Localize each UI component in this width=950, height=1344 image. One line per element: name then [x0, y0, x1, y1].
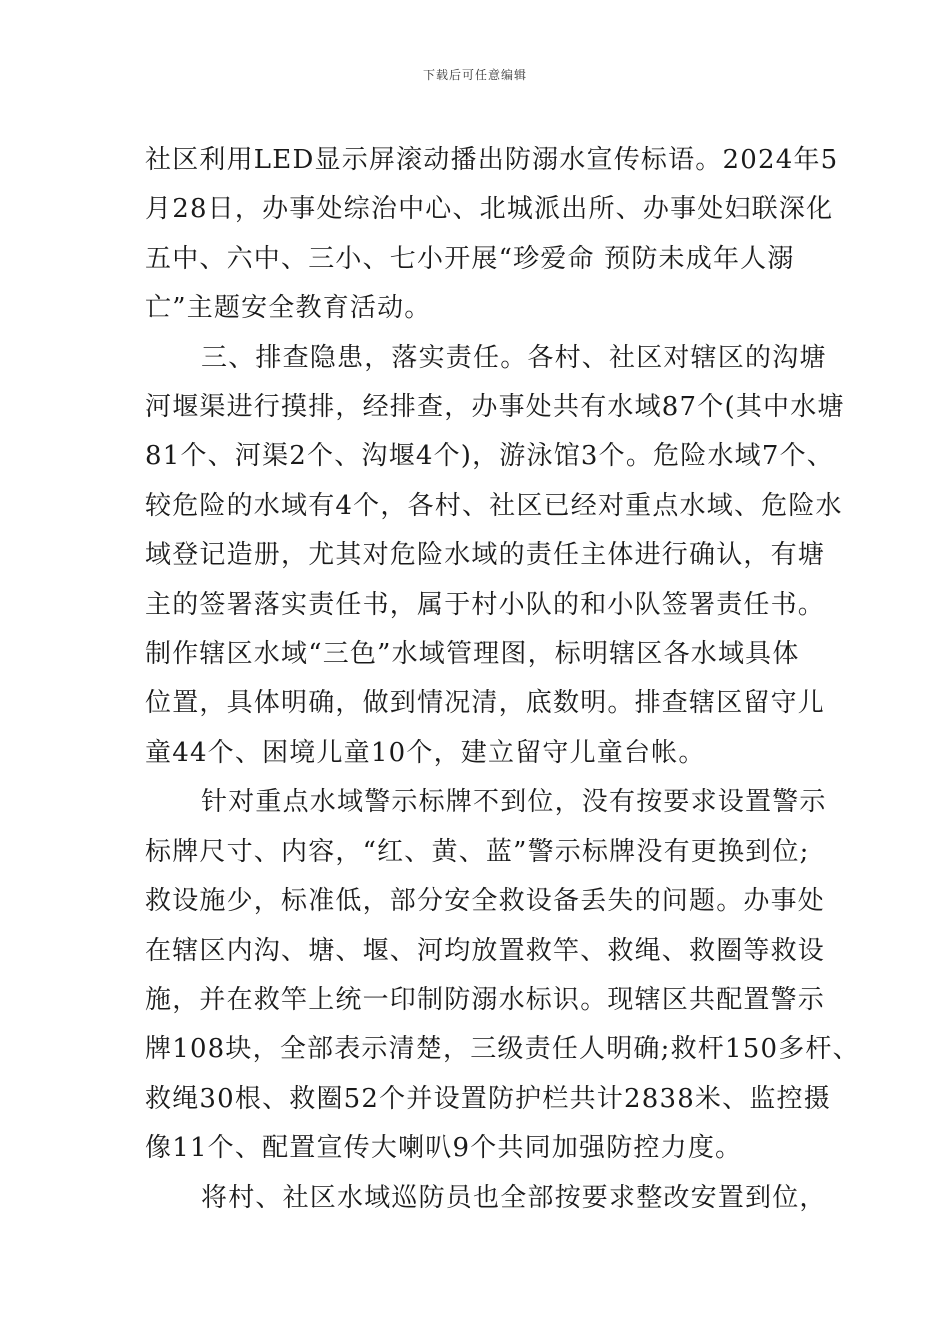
text-line: 在辖区内沟、塘、堰、河均放置救竿、救绳、救圈等救设 — [145, 935, 826, 966]
text-line: 救绳30根、救圈52个并设置防护栏共计2838米、监控摄 — [145, 1083, 831, 1114]
text-line: 主的签署落实责任书，属于村小队的和小队签署责任书。 — [145, 589, 826, 620]
text-line: 牌108块，全部表示清楚，三级责任人明确;救杆150多杆、 — [145, 1034, 860, 1065]
document-body — [145, 136, 860, 1223]
paragraph — [145, 136, 839, 334]
text-line: 救设施少，标准低，部分安全救设备丢失的问题。办事处 — [145, 886, 826, 917]
page-header-note: 下载后可任意编辑 — [422, 68, 527, 82]
text-line: 社区利用LED显示屏滚动播出防溺水宣传标语。2024年5 — [145, 145, 839, 175]
text-line: 施，并在救竿上统一印制防溺水标识。现辖区共配置警示 — [145, 984, 826, 1015]
text-line: 河堰渠进行摸排，经排查，办事处共有水域87个(其中水塘 — [145, 392, 845, 423]
text-line: 像11个、配置宣传大喇叭9个共同加强防控力度。 — [145, 1133, 743, 1164]
text-line: 将村、社区水域巡防员也全部按要求整改安置到位， — [201, 1182, 827, 1213]
text-line: 81个、河渠2个、沟堰4个)，游泳馆3个。危险水域7个、 — [145, 441, 834, 472]
text-line: 亡”主题安全教育活动。 — [145, 293, 432, 324]
text-line: 三、排查隐患，落实责任。各村、社区对辖区的沟塘 — [201, 342, 827, 373]
text-line: 童44个、困境儿童10个，建立留守儿童台帐。 — [145, 737, 706, 768]
paragraph — [145, 778, 860, 1173]
text-line: 标牌尺寸、内容，“红、黄、蓝”警示标牌没有更换到位; — [145, 836, 810, 867]
text-line: 域登记造册，尤其对危险水域的责任主体进行确认，有塘 — [145, 540, 826, 571]
text-line: 较危险的水域有4个，各村、社区已经对重点水域、危险水 — [145, 490, 843, 521]
text-line: 针对重点水域警示标牌不到位，没有按要求设置警示 — [201, 787, 827, 818]
paragraph — [145, 334, 845, 779]
text-line: 五中、六中、三小、七小开展“珍爱命 预防未成年人溺 — [145, 243, 795, 274]
text-line: 制作辖区水域“三色”水域管理图，标明辖区各水域具体 — [145, 639, 800, 670]
paragraph — [145, 1174, 835, 1223]
text-line: 月28日，办事处综治中心、北城派出所、办事处妇联深化 — [145, 194, 834, 225]
text-line: 位置，具体明确，做到情况清，底数明。排查辖区留守儿 — [145, 688, 826, 719]
